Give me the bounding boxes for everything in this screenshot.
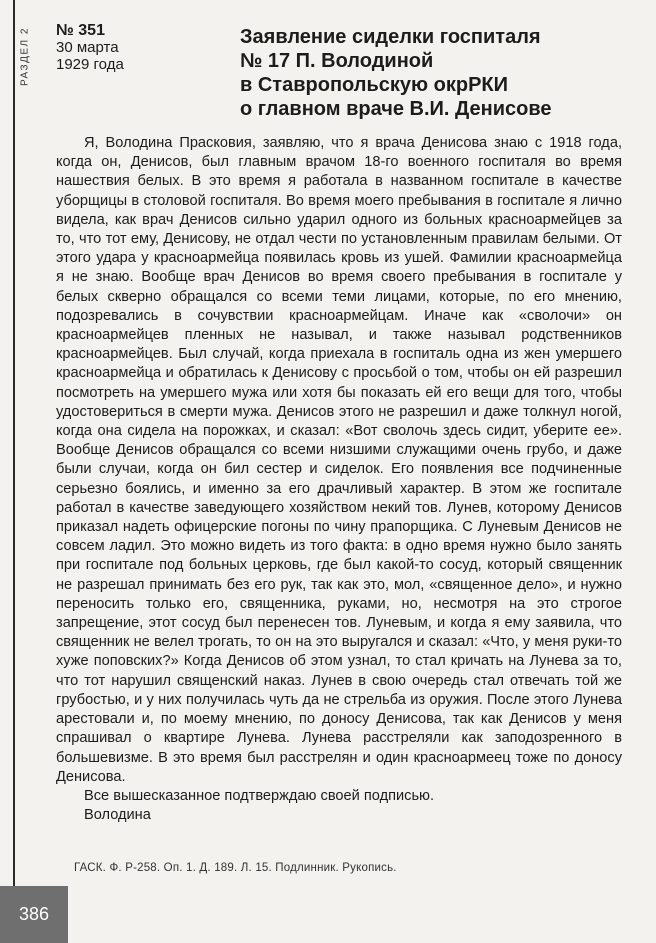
archival-source-note: ГАСК. Ф. Р-258. Оп. 1. Д. 189. Л. 15. Подлинник. Рукопись. — [74, 862, 397, 874]
title-line: о главном враче В.И. Денисове — [240, 98, 552, 120]
title-line: Заявление сиделки госпиталя — [240, 26, 541, 48]
document-meta — [56, 22, 206, 73]
document-number: № 351 — [56, 22, 105, 39]
closing-statement: Все вышесказанное подтверждаю своей подписью. — [84, 787, 435, 804]
title-line: № 17 П. Володиной — [240, 50, 434, 72]
document-title — [240, 25, 640, 121]
document-body — [56, 134, 622, 825]
left-margin-border — [0, 0, 15, 886]
document-date-year: 1929 года — [56, 56, 124, 73]
main-paragraph: Я, Володина Прасковия, заявляю, что я врача Денисова знаю с 1918 года, когда он, Денисов, был главным врачом 18-го военного госпиталя во время нашествия белых. В это время я работала в названном госпитале в качестве уборщицы в столовой госпиталя. Во время моего пребывания в госпитале я лично видела, как врач Денисов сильно ударил одного из больных красноармейцев за то, что тот ему, Денисову, не отдал чести по установленным правилам белыми. От этого удара у красноармейца появилась кровь из ушей. Фамилии красноармейца я не знаю. Вообще врач Денисов во время своего пребывания в госпитале у белых скверно обращался со всеми теми лицами, которые, по его мнению, подозревались в сочувствии красноармейцам. Иначе как «сволочи» он красноармейцев пленных не называл, и также называл родственников красноармейцев. Был случай, когда приехала в госпиталь одна из жен умершего красноармейца и обратилась к Денисову с просьбой о том, чтобы он ей разрешил посмотреть на умершего мужа или хотя бы показать ей его вещи для того, чтобы удостовериться в смерти мужа. Денисов этого не разрешил и даже толкнул ногой, когда она сидела на порожках, и сказал: «Вот сволочь здесь сидит, уберите ее». Вообще Денисов обращался со всеми низшими служащими очень грубо, и даже были случаи, когда он бил сестер и сиделок. Его появления все подчиненные серьезно боялись, и именно за его драчливый характер. В этом же госпитале работал в качестве заведующего хозяйством некий тов. Лунев, которому Денисов приказал надеть офицерские погоны по чину прапорщика. С Луневым Денисов не совсем ладил. Это можно видеть из того факта: в одно время нужно было занять при госпитале под больных церковь, где был какой-то сосуд, который священник не разрешал принимать без его рук, так как это, мол, «священное дело», и нужно переносить только его, священника, руками, но, несмотря на это строгое запрещение, этот сосуд был перенесен тов. Луневым, и когда я ему заявила, что священник не велел трогать, то он на это выругался и сказал: «Что, у меня руки-то хуже поповских?» Когда Денисов об этом узнал, то стал кричать на Лунева за то, что тот нарушил священский наказ. Лунев в свою очередь стал отвечать той же грубостью, и у них получилась чуть да не стрельба из оружия. После этого Лунева арестовали и, по моему мнению, по доносу Денисова, так как Денисов у меня спрашивал о квартире Лунева. Лунева расстреляли как заподозренного в большевизме. В это время был расстрелян и один красноармеец тоже по доносу Денисова. — [56, 135, 622, 785]
document-date-day: 30 марта — [56, 39, 119, 56]
title-line: в Ставропольскую окрРКИ — [240, 74, 508, 96]
signature: Володина — [84, 807, 151, 824]
page-number: 386 — [0, 886, 68, 943]
section-label: РАЗДЕЛ 2 — [19, 27, 31, 87]
